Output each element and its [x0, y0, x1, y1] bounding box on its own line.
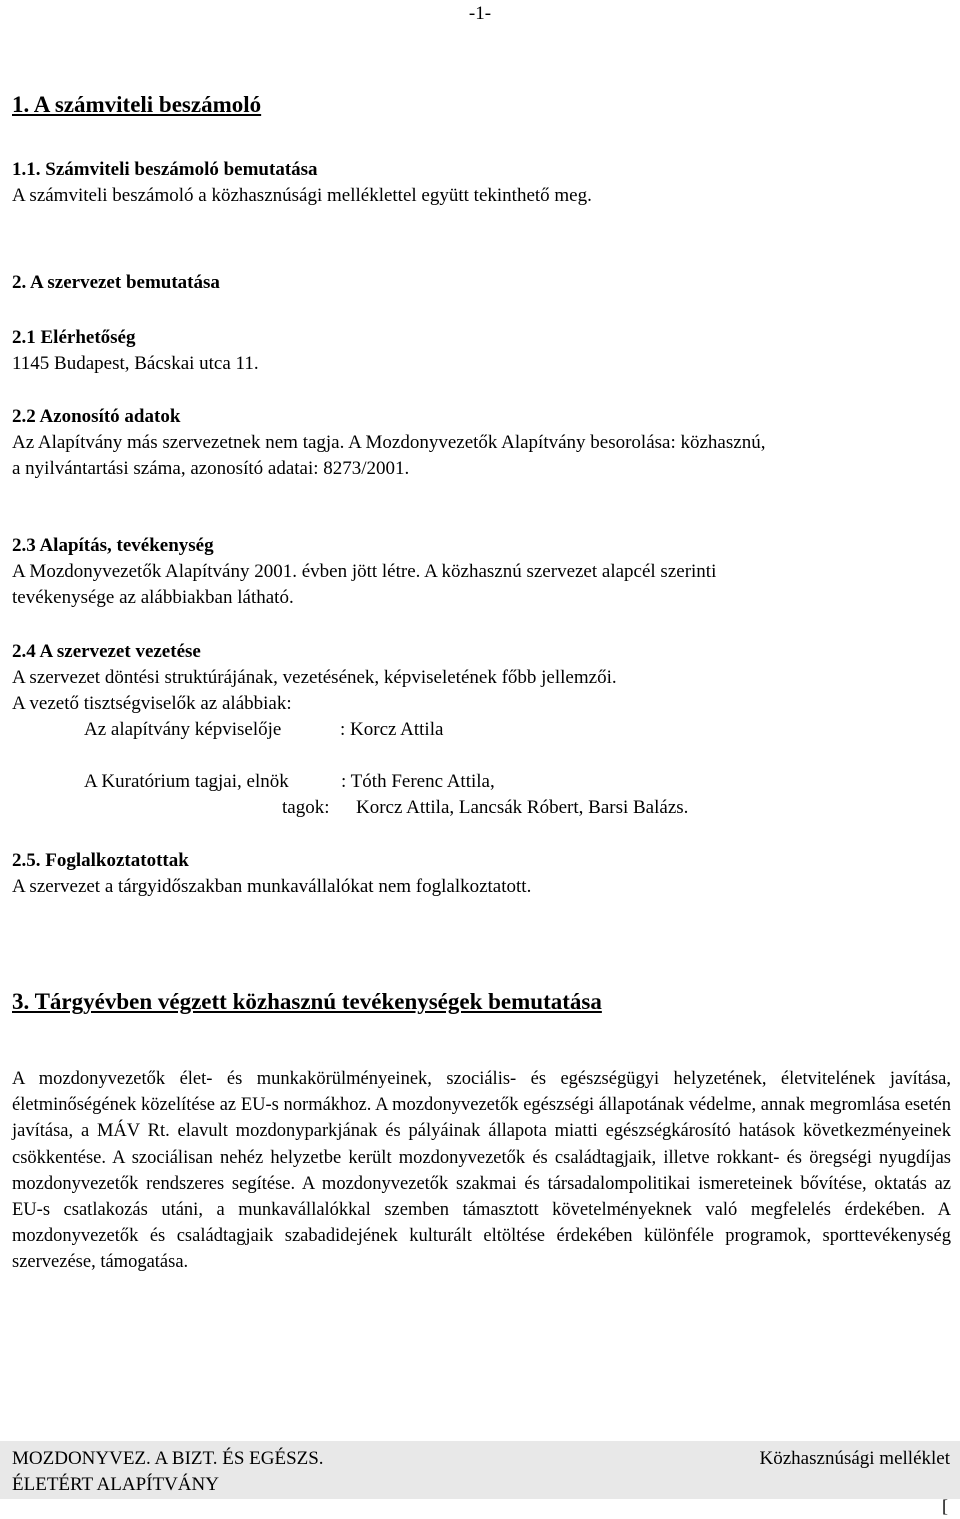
board-members-label: tagok: — [282, 797, 330, 818]
section-2-2-line1: Az Alapítvány más szervezetnek nem tagja. A Mozdonyvezetők Alapítvány besorolása: közhasznú, — [12, 432, 766, 453]
board-members-value: Korcz Attila, Lancsák Róbert, Barsi Balázs. — [356, 797, 689, 818]
section-2-4-line2: A vezető tisztségviselők az alábbiak: — [12, 693, 292, 714]
section-2-3-line1: A Mozdonyvezetők Alapítvány 2001. évben jött létre. A közhasznú szervezet alapcél szerinti — [12, 561, 717, 582]
section-2-1-text: 1145 Budapest, Bácskai utca 11. — [12, 353, 259, 374]
page-number: -1- — [468, 3, 492, 24]
footer-doc-name: Közhasznúsági melléklet — [759, 1448, 950, 1469]
section-1-1-text: A számviteli beszámoló a közhasznúsági melléklettel együtt tekinthető meg. — [12, 185, 592, 206]
section-2-3-title: 2.3 Alapítás, tevékenység — [12, 535, 214, 556]
board-label: A Kuratórium tagjai, elnök — [84, 771, 289, 792]
section-2-1-title: 2.1 Elérhetőség — [12, 327, 136, 348]
section-2-2-title: 2.2 Azonosító adatok — [12, 406, 181, 427]
section-3-title: 3. Tárgyévben végzett közhasznú tevékenységek bemutatása — [12, 989, 602, 1014]
footer-mark: [ — [942, 1496, 948, 1516]
section-2-3-line2: tevékenysége az alábbiakban látható. — [12, 587, 294, 608]
section-2-5-text: A szervezet a tárgyidőszakban munkavállalókat nem foglalkoztatott. — [12, 876, 532, 897]
section-2-5-title: 2.5. Foglalkoztatottak — [12, 850, 189, 871]
representative-value: : Korcz Attila — [340, 719, 444, 740]
section-1-title: 1. A számviteli beszámoló — [12, 92, 262, 117]
section-2-2-line2: a nyilvántartási száma, azonosító adatai: 8273/2001. — [12, 458, 410, 479]
board-chair-value: : Tóth Ferenc Attila, — [341, 771, 495, 792]
footer-org-line2: ÉLETÉRT ALAPÍTVÁNY — [12, 1474, 219, 1495]
section-1-1-title: 1.1. Számviteli beszámoló bemutatása — [12, 159, 318, 180]
section-3-paragraph: A mozdonyvezetők élet- és munkakörülményeinek, szociális- és egészségügyi helyzetének, életvitelének javítása, életminőségének közelítése az EU-s normákhoz. A mozdonyvezetők egészségi állapotának védelme, annak megromlása esetén javítása, a MÁV Rt. elavult mozdonyparkjának és pályáinak állapota miatti egészségkárosító hatások következményeinek csökkentése. A szociálisan nehéz helyzetbe került mozdonyvezetők és családtagjaik, illetve rokkant- és öregségi nyugdíjas mozdonyvezetők rendszeres segítése. A mozdonyvezetők szakmai és társadalompolitikai ismereteinek bővítése, oktatás az EU-s csatlakozás utáni, a munkavállalókkal szemben támasztott követelményeknek való megfelelés érdekében. A mozdonyvezetők és családtagjaik szabadidejének kulturált eltöltése érdekében különféle programok, sporttevékenység szervezése, támogatása. — [12, 1069, 951, 1273]
representative-label: Az alapítvány képviselője — [84, 719, 282, 740]
section-2-title: 2. A szervezet bemutatása — [12, 272, 220, 293]
footer-org-line1: MOZDONYVEZ. A BIZT. ÉS EGÉSZS. — [12, 1448, 324, 1469]
section-2-4-title: 2.4 A szervezet vezetése — [12, 641, 201, 662]
section-2-4-line1: A szervezet döntési struktúrájának, vezetésének, képviseletének főbb jellemzői. — [12, 667, 617, 688]
